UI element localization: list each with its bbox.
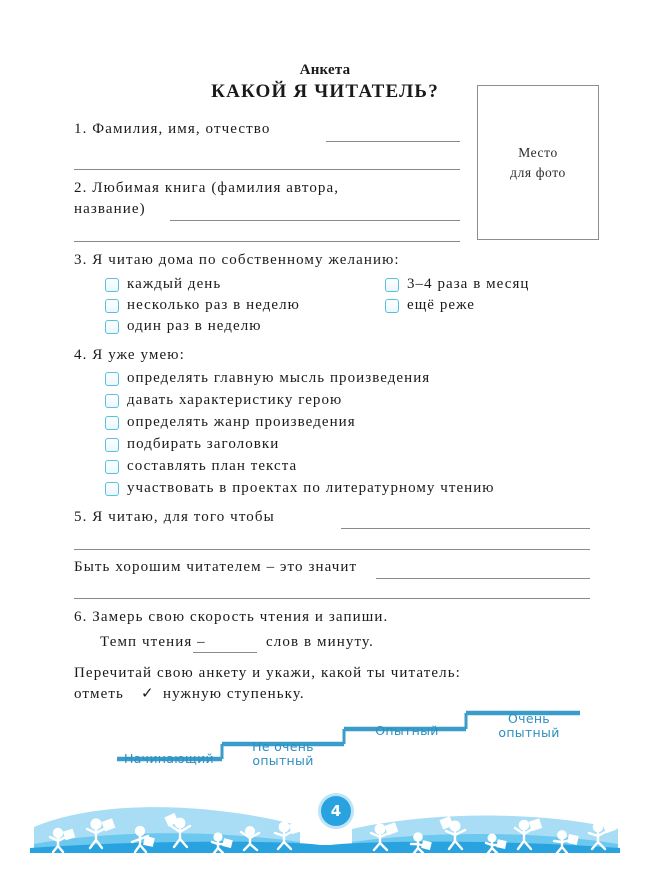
q3-option-label: каждый день — [127, 276, 222, 292]
staircase-label-4[interactable] — [474, 712, 584, 740]
closing-instruction-line2b: нужную ступеньку. — [163, 686, 305, 702]
closing-instruction-line2a: отметь — [74, 686, 125, 702]
checkbox-icon[interactable] — [105, 372, 119, 386]
staircase-label-1-line1: Начинающий — [124, 751, 214, 766]
q4-option-row[interactable] — [105, 480, 495, 497]
question-2-label-line2: название) — [74, 201, 146, 217]
page-number-text: 4 — [330, 802, 342, 820]
photo-placeholder-line1: Место — [518, 144, 558, 160]
q3-option-label: один раз в неделю — [127, 318, 262, 334]
statement-blank-line-1[interactable] — [376, 578, 590, 579]
closing-instruction-line1: Перечитай свою анкету и укажи, какой ты читатель: — [74, 665, 461, 681]
question-6-blank-line[interactable] — [193, 652, 257, 653]
q3-option-row[interactable] — [105, 276, 221, 293]
question-1-blank-line-2[interactable] — [74, 169, 460, 170]
question-6-label-line1: 6. Замерь свою скорость чтения и запиши. — [74, 609, 389, 625]
q3-option-row[interactable] — [105, 297, 300, 314]
q4-option-label: участвовать в проектах по литературному чтению — [127, 480, 495, 496]
q4-option-label: подбирать заголовки — [127, 436, 280, 452]
q4-option-row[interactable] — [105, 458, 297, 475]
question-6-label-line2a: Темп чтения – — [100, 634, 206, 650]
checkbox-icon[interactable] — [105, 320, 119, 334]
checkbox-icon[interactable] — [105, 438, 119, 452]
q3-option-row[interactable] — [385, 297, 475, 314]
question-2-blank-line-2[interactable] — [74, 241, 460, 242]
staircase-label-2-line2: опытный — [252, 753, 314, 768]
staircase-label-4-line1: Очень — [508, 711, 550, 726]
staircase-label-2-line1: Не очень — [252, 739, 314, 754]
q4-option-row[interactable] — [105, 392, 342, 409]
q4-option-label: составлять план текста — [127, 458, 298, 474]
statement-blank-line-2[interactable] — [74, 598, 590, 599]
question-3-label: 3. Я читаю дома по собственному желанию: — [74, 252, 400, 268]
q4-option-row[interactable] — [105, 370, 430, 387]
staircase-label-3[interactable] — [352, 724, 462, 738]
question-2-label-line1: 2. Любимая книга (фамилия автора, — [74, 180, 340, 196]
checkbox-icon[interactable] — [105, 394, 119, 408]
checkbox-icon[interactable] — [105, 278, 119, 292]
page-title: КАКОЙ Я ЧИТАТЕЛЬ? — [211, 81, 439, 102]
q3-option-label: 3–4 раза в месяц — [407, 276, 530, 292]
q3-option-label: ещё реже — [407, 297, 475, 313]
q4-option-label: давать характеристику герою — [127, 392, 343, 408]
question-4-label: 4. Я уже умею: — [74, 347, 185, 363]
staircase-label-3-line1: Опытный — [375, 723, 439, 738]
q3-option-row[interactable] — [385, 276, 529, 293]
checkbox-icon[interactable] — [105, 482, 119, 496]
page-number-badge — [318, 793, 354, 829]
question-1-label: 1. Фамилия, имя, отчество — [74, 121, 271, 137]
question-6-label-line2b: слов в минуту. — [266, 634, 374, 650]
question-5-label: 5. Я читаю, для того чтобы — [74, 509, 275, 525]
q3-option-label: несколько раз в неделю — [127, 297, 300, 313]
checkbox-icon[interactable] — [105, 416, 119, 430]
photo-placeholder-line2: для фото — [510, 164, 566, 180]
q4-option-label: определять главную мысль произведения — [127, 370, 431, 386]
q4-option-row[interactable] — [105, 436, 279, 453]
checkmark-icon: ✓ — [141, 684, 155, 702]
question-5-blank-line-1[interactable] — [341, 528, 590, 529]
photo-placeholder-box[interactable] — [477, 85, 599, 240]
page-subtitle: Анкета — [299, 62, 351, 78]
q4-option-label: определять жанр произведения — [127, 414, 356, 430]
question-2-blank-line-1[interactable] — [170, 220, 460, 221]
question-5-blank-line-2[interactable] — [74, 549, 590, 550]
checkbox-icon[interactable] — [385, 278, 399, 292]
staircase-label-4-line2: опытный — [498, 725, 560, 740]
checkbox-icon[interactable] — [385, 299, 399, 313]
statement-label: Быть хорошим читателем – это значит — [74, 559, 358, 575]
q3-option-row[interactable] — [105, 318, 262, 335]
checkbox-icon[interactable] — [105, 299, 119, 313]
question-1-blank-line-1[interactable] — [326, 141, 460, 142]
checkbox-icon[interactable] — [105, 460, 119, 474]
q4-option-row[interactable] — [105, 414, 356, 431]
